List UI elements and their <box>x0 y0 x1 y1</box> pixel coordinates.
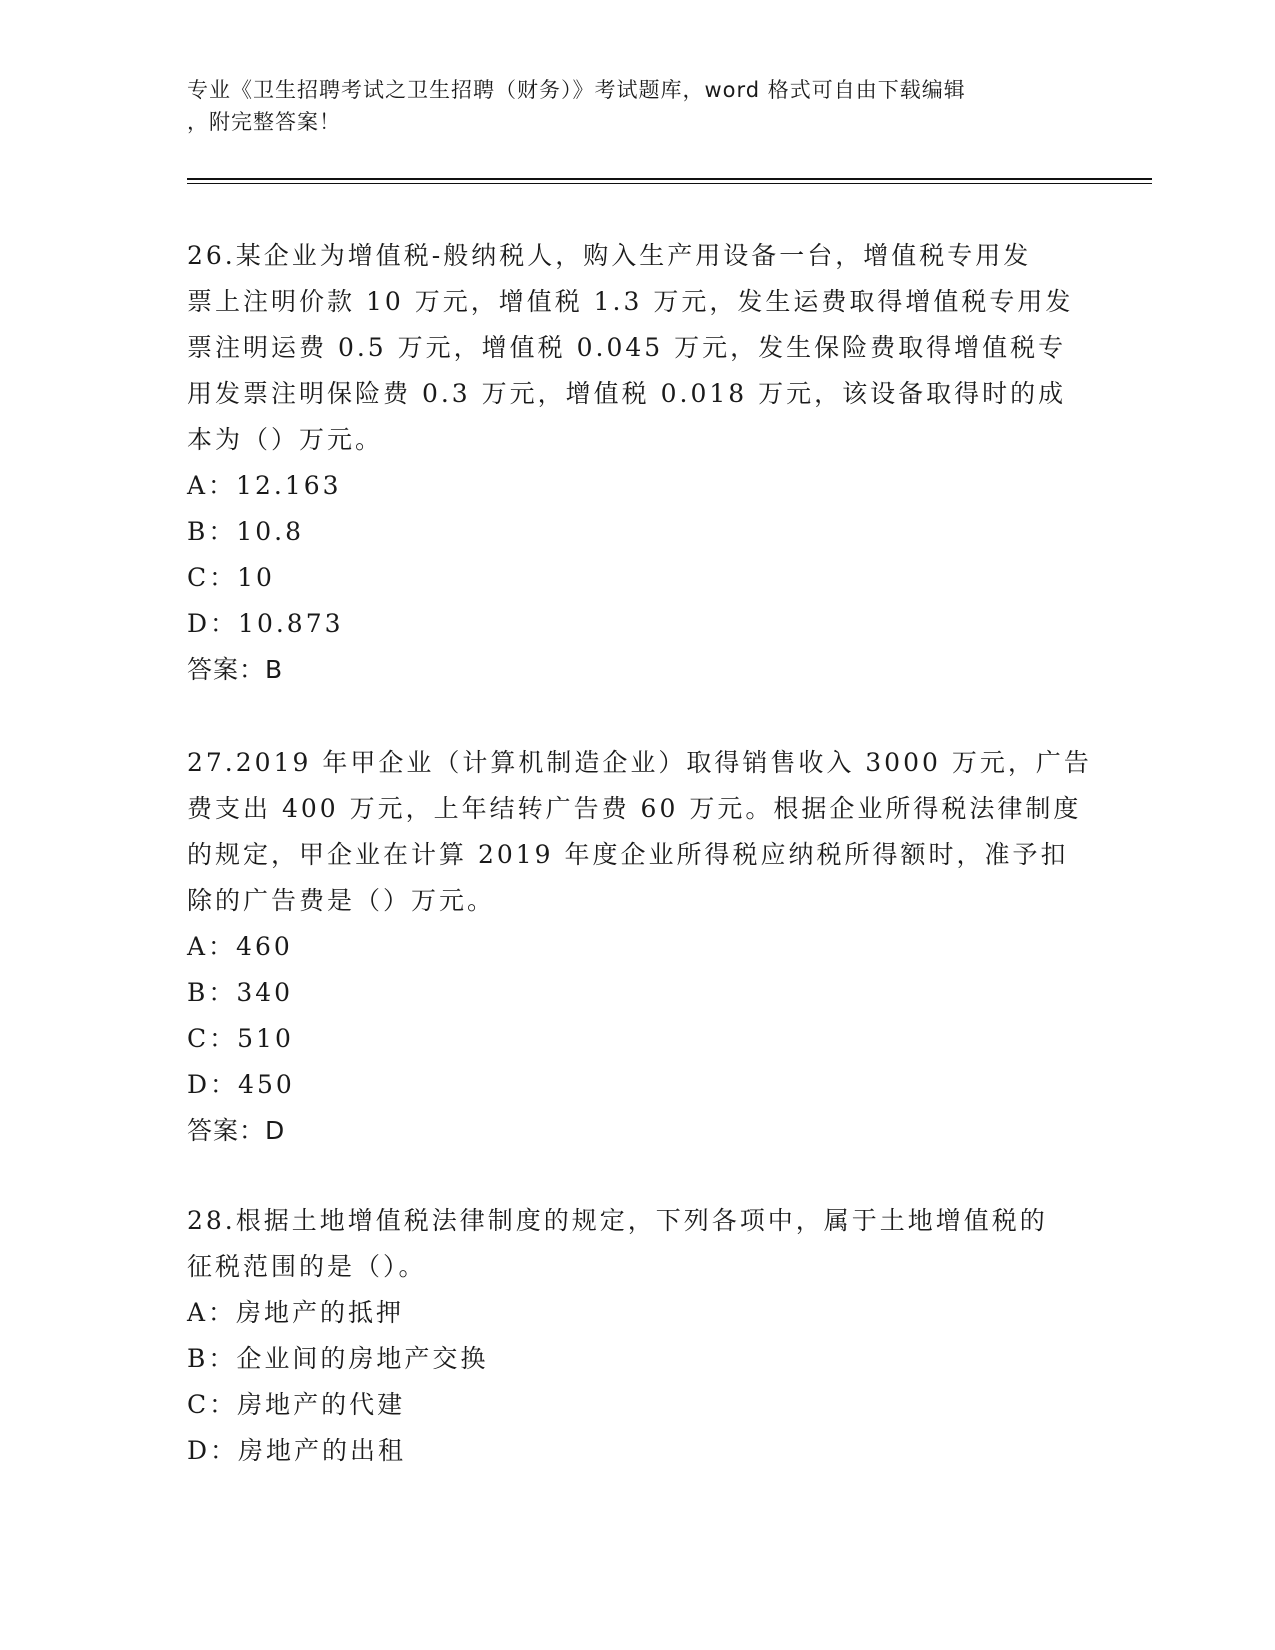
answer: 答案：D <box>187 1116 286 1145</box>
question-stem <box>187 740 1092 924</box>
header-divider <box>187 178 1152 180</box>
question-27 <box>187 740 1092 1154</box>
header-line: ，附完整答案！ <box>187 110 341 134</box>
stem-line: 征税范围的是（）。 <box>187 1252 427 1281</box>
stem-line: 票上注明价款 10 万元，增值税 1.3 万元，发生运费取得增值税专用发 <box>187 287 1074 316</box>
stem-line: 除的广告费是（）万元。 <box>187 886 496 915</box>
option-b: B：10.8 <box>187 517 305 546</box>
answer: 答案：B <box>187 655 284 684</box>
option-c: C：房地产的代建 <box>187 1390 406 1419</box>
document-header <box>187 74 1087 138</box>
question-28 <box>187 1198 1087 1474</box>
stem-line: 票注明运费 0.5 万元，增值税 0.045 万元，发生保险费取得增值税专 <box>187 333 1067 362</box>
option-a: A：房地产的抵押 <box>187 1298 405 1327</box>
stem-line: 28.根据土地增值税法律制度的规定，下列各项中，属于土地增值税的 <box>187 1206 1048 1235</box>
question-stem <box>187 1198 1087 1290</box>
stem-line: 费支出 400 万元，上年结转广告费 60 万元。根据企业所得税法律制度 <box>187 794 1082 823</box>
option-b: B：企业间的房地产交换 <box>187 1344 489 1373</box>
stem-line: 26.某企业为增值税-般纳税人，购入生产用设备一台，增值税专用发 <box>187 241 1032 270</box>
stem-line: 的规定，甲企业在计算 2019 年度企业所得税应纳税所得额时，准予扣 <box>187 840 1069 869</box>
option-c: C：10 <box>187 563 275 592</box>
stem-line: 27.2019 年甲企业（计算机制造企业）取得销售收入 3000 万元，广告 <box>187 748 1092 777</box>
header-divider-thin <box>187 183 1152 184</box>
option-c: C：510 <box>187 1024 294 1053</box>
stem-line: 本为（）万元。 <box>187 425 384 454</box>
option-a: A：460 <box>187 932 293 961</box>
question-26 <box>187 233 1087 693</box>
header-line: 专业《卫生招聘考试之卫生招聘（财务）》考试题库，word 格式可自由下载编辑 <box>187 78 966 102</box>
option-d: D：450 <box>187 1070 295 1099</box>
option-a: A：12.163 <box>187 471 342 500</box>
stem-line: 用发票注明保险费 0.3 万元，增值税 0.018 万元，该设备取得时的成 <box>187 379 1067 408</box>
question-stem <box>187 233 1087 463</box>
option-d: D：10.873 <box>187 609 344 638</box>
option-b: B：340 <box>187 978 294 1007</box>
option-d: D：房地产的出租 <box>187 1436 407 1465</box>
